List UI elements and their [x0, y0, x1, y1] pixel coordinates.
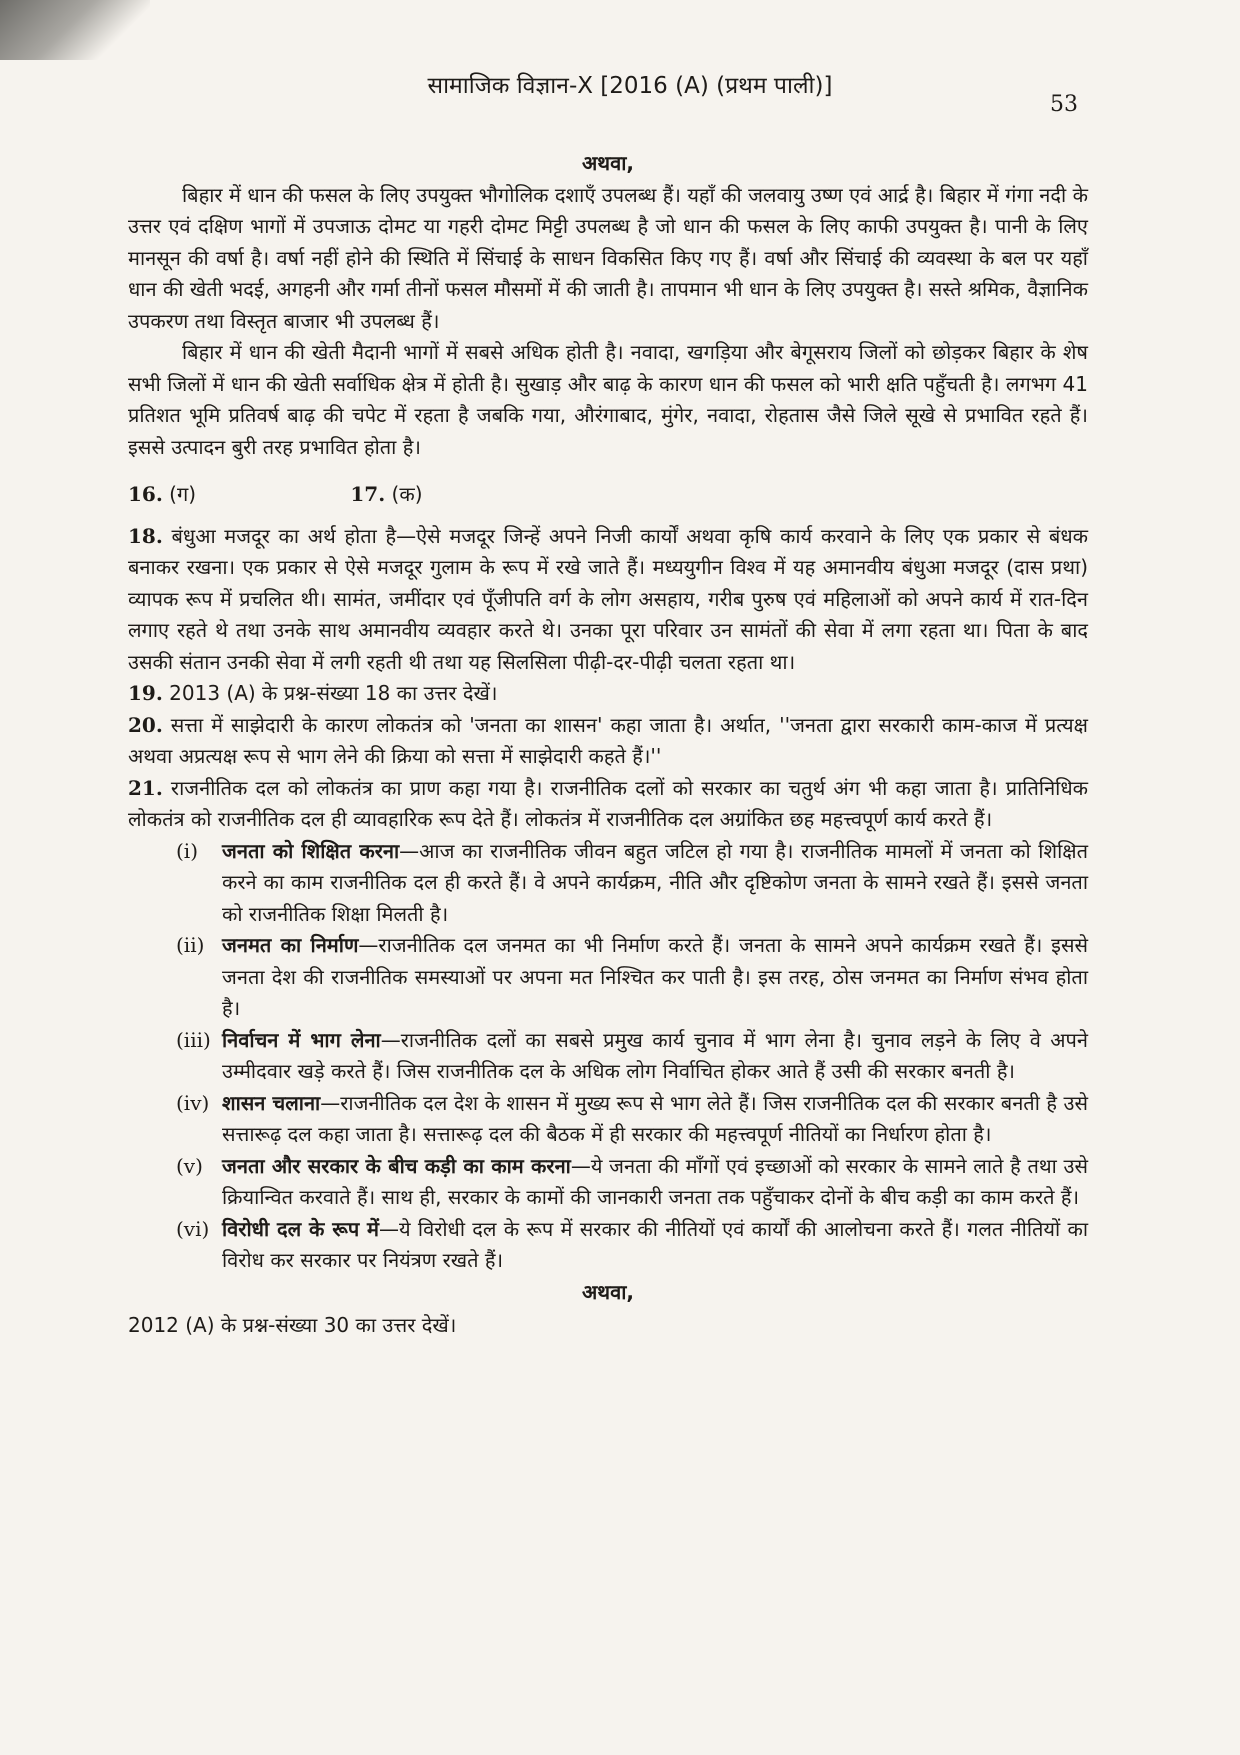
- question-number-20: 20.: [128, 712, 163, 737]
- question-number-18: 18.: [128, 523, 163, 548]
- closing-reference: 2012 (A) के प्रश्न-संख्या 30 का उत्तर देखें।: [128, 1313, 457, 1337]
- page-content: [128, 148, 1088, 1342]
- list-item: [128, 1151, 1088, 1214]
- paragraph-bihar-climate: बिहार में धान की फसल के लिए उपयुक्त भौगोलिक दशाएँ उपलब्ध हैं। यहाँ की जलवायु उष्ण एवं आर्द्र है। बिहार में गंगा नदी के उत्तर एवं दक्षिण भागों में उपजाऊ दोमट या गहरी दोमट मिट्टी उपलब्ध है जो धान की फसल के लिए काफी उपयुक्त है। पानी के लिए मानसून की वर्षा है। वर्षा नहीं होने की स्थिति में सिंचाई के साधन विकसित किए गए हैं। वर्षा और सिंचाई की व्यवस्था के बल पर यहाँ धान की खेती भदई, अगहनी और गर्मा तीनों फसल मौसमों में की जाती है। तापमान भी धान के लिए उपयुक्त है। सस्ते श्रमिक, वैज्ञानिक उपकरण तथा विस्तृत बाजार भी उपलब्ध हैं।: [128, 182, 1088, 333]
- item-body: [222, 930, 1088, 1025]
- answer-21-text: राजनीतिक दल को लोकतंत्र का प्राण कहा गया है। राजनीतिक दलों को सरकार का चतुर्थ अंग भी कहा जाता है। प्रातिनिधिक लोकतंत्र को राजनीतिक दल ही व्यावहारिक रूप देते हैं। लोकतंत्र में राजनीतिक दल अग्रांकित छह महत्त्वपूर्ण कार्य करते हैं।: [128, 775, 1089, 831]
- list-item: [128, 1025, 1088, 1088]
- item-text: —राजनीतिक दलों का सबसे प्रमुख कार्य चुनाव में भाग लेना है। चुनाव लड़ने के लिए वे अपने उम्मीदवार खड़े करते हैं। जिस राजनीतिक दल के अधिक लोग निर्वाचित होकर आते हैं उसी की सरकार बनती है।: [222, 1027, 1088, 1083]
- short-answers-row: [128, 479, 1088, 511]
- item-numeral: (vi): [176, 1216, 210, 1241]
- item-body: [222, 836, 1088, 931]
- item-text: —राजनीतिक दल देश के शासन में मुख्य रूप से भाग लेते हैं। जिस राजनीतिक दल की सरकार बनती है उसे सत्तारूढ़ दल कहा जाता है। सत्तारूढ़ दल की बैठक में ही सरकार की महत्त्वपूर्ण नीतियों का निर्धारण होता है।: [222, 1090, 1088, 1146]
- answer-18: [128, 521, 1088, 679]
- athva-heading: अथवा,: [582, 151, 634, 175]
- page-corner-shadow: [0, 0, 150, 60]
- item-title: शासन चलाना: [222, 1090, 321, 1115]
- list-item: [128, 930, 1088, 1025]
- item-numeral: (iii): [176, 1027, 211, 1052]
- item-title: विरोधी दल के रूप में: [222, 1216, 380, 1241]
- list-item: [128, 1088, 1088, 1151]
- answer-17: (क): [391, 482, 423, 506]
- item-text: —आज का राजनीतिक जीवन बहुत जटिल हो गया है। राजनीतिक मामलों में जनता को शिक्षित करने का काम राजनीतिक दल ही करते हैं। वे अपने कार्यक्रम, नीति और दृष्टिकोण जनता के सामने रखते हैं। इससे जनता को राजनीतिक शिक्षा मिलती है।: [222, 838, 1089, 926]
- item-text: —ये जनता की माँगों एवं इच्छाओं को सरकार के सामने लाते है तथा उसे क्रियान्वित करवाते हैं। साथ ही, सरकार के कामों की जानकारी जनता तक पहुँचाकर दोनों के बीच कड़ी का काम करते हैं।: [222, 1153, 1088, 1209]
- answer-21: [128, 773, 1088, 836]
- answer-19-text: 2013 (A) के प्रश्न-संख्या 18 का उत्तर देखें।: [169, 681, 498, 705]
- item-body: [222, 1214, 1088, 1277]
- question-number-16: 16.: [128, 482, 163, 506]
- answer-17-group: [350, 482, 422, 506]
- athva-heading-2: अथवा,: [582, 1279, 634, 1304]
- answer-20: [128, 710, 1088, 773]
- item-body: [222, 1151, 1088, 1214]
- item-numeral: (iv): [176, 1090, 210, 1115]
- list-item: [128, 836, 1088, 931]
- answer-16: (ग): [169, 482, 197, 506]
- item-body: [222, 1025, 1088, 1088]
- question-number-17: 17.: [350, 482, 386, 506]
- item-title: जनता और सरकार के बीच कड़ी का काम करना: [222, 1153, 571, 1178]
- list-item: [128, 1214, 1088, 1277]
- item-text: —ये विरोधी दल के रूप में सरकार की नीतियों एवं कार्यों की आलोचना करते हैं। गलत नीतियों का विरोध कर सरकार पर नियंत्रण रखते हैं।: [222, 1216, 1088, 1272]
- page-number: 53: [1050, 92, 1078, 117]
- item-numeral: (ii): [176, 933, 205, 957]
- item-numeral: (v): [176, 1153, 203, 1178]
- paragraph-bihar-districts: बिहार में धान की खेती मैदानी भागों में सबसे अधिक होती है। नवादा, खगड़िया और बेगूसराय जिलों को छोड़कर बिहार के शेष सभी जिलों में धान की खेती सर्वाधिक क्षेत्र में होती है। सुखाड़ और बाढ़ के कारण धान की फसल को भारी क्षति पहुँचती है। लगभग 41 प्रतिशत भूमि प्रतिवर्ष बाढ़ की चपेट में रहता है जबकि गया, औरंगाबाद, मुंगेर, नवादा, रोहतास जैसे जिले सूखे से प्रभावित रहते हैं। इससे उत्पादन बुरी तरह प्रभावित होता है।: [128, 340, 1088, 459]
- item-body: [222, 1088, 1088, 1151]
- item-numeral: (i): [176, 838, 199, 863]
- item-title: जनमत का निर्माण: [222, 933, 359, 957]
- running-header: सामाजिक विज्ञान-X [2016 (A) (प्रथम पाली)]: [427, 73, 833, 99]
- item-text: —राजनीतिक दल जनमत का भी निर्माण करते हैं। जनता के सामने अपने कार्यक्रम रखते हैं। इससे जनता देश की राजनीतिक समस्याओं पर अपना मत निश्चित कर पाती है। इस तरह, ठोस जनमत का निर्माण संभव होता है।: [222, 933, 1088, 1020]
- question-number-19: 19.: [128, 681, 163, 705]
- item-title: निर्वाचन में भाग लेना: [222, 1027, 381, 1052]
- answer-19: [128, 678, 1088, 710]
- answer-20-text: सत्ता में साझेदारी के कारण लोकतंत्र को 'जनता का शासन' कहा जाता है। अर्थात, ''जनता द्वारा सरकारी काम-काज में प्रत्यक्ष अथवा अप्रत्यक्ष रूप से भाग लेने की क्रिया को सत्ता में साझेदारी कहते हैं।'': [128, 712, 1088, 768]
- item-title: जनता को शिक्षित करना: [222, 838, 400, 863]
- answer-18-text: बंधुआ मजदूर का अर्थ होता है—ऐसे मजदूर जिन्हें अपने निजी कार्यों अथवा कृषि कार्य करवाने के लिए एक प्रकार से बंधक बनाकर रखना। एक प्रकार से ऐसे मजदूर गुलाम के रूप में रखे जाते हैं। मध्ययुगीन विश्व में यह अमानवीय बंधुआ मजदूर (दास प्रथा) व्यापक रूप में प्रचलित थी। सामंत, जमींदार एवं पूँजीपति वर्ग के लोग असहाय, गरीब पुरुष एवं महिलाओं को अपने कार्य में रात-दिन लगाए रहते थे तथा उनके साथ अमानवीय व्यवहार करते थे। उनका पूरा परिवार उन सामंतों की सेवा में लगा रहता था। पिता के बाद उसकी संतान उनकी सेवा में लगी रहती थी तथा यह सिलसिला पीढ़ी-दर-पीढ़ी चलता रहता था।: [128, 523, 1088, 674]
- question-number-21: 21.: [128, 775, 163, 800]
